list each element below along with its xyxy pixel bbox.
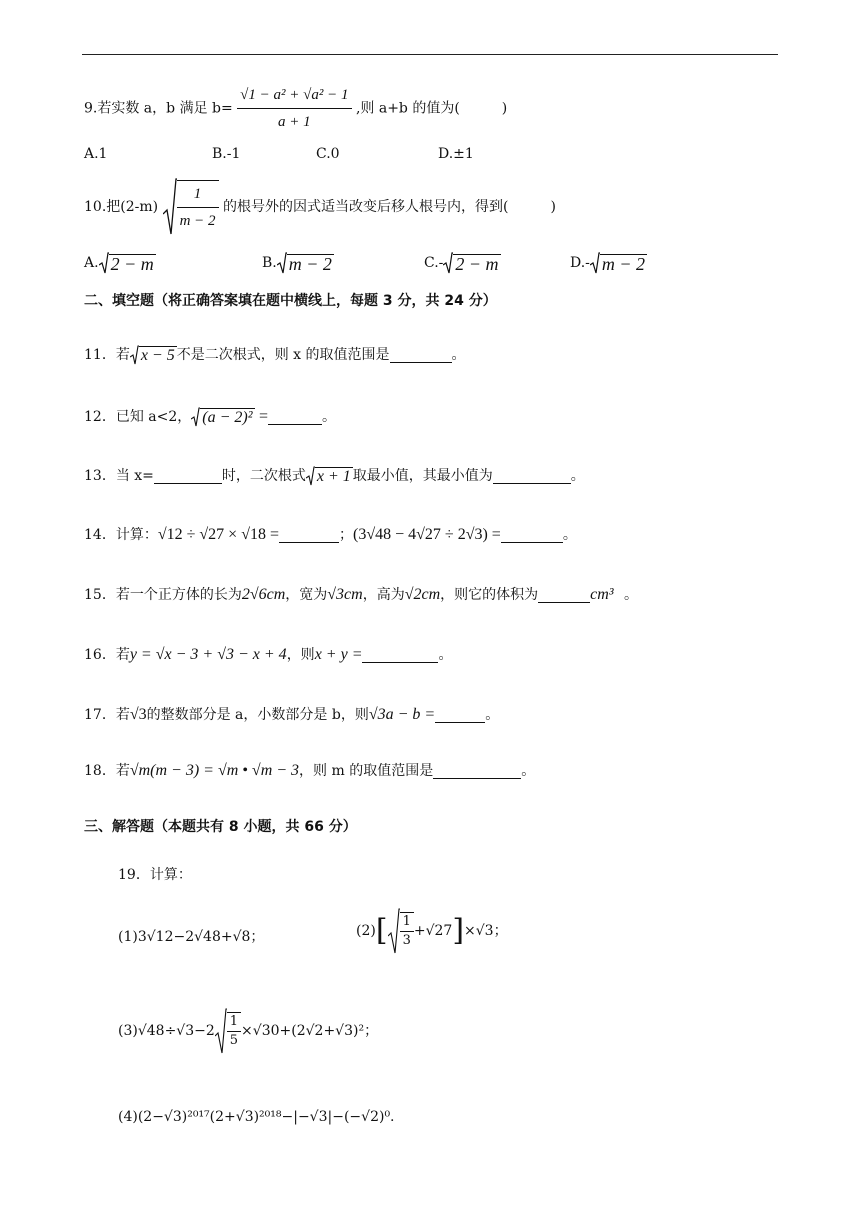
q15-end: 。 bbox=[624, 587, 639, 603]
q17-prefix: 17．若 bbox=[84, 707, 130, 723]
q9-option-d: D.±1 bbox=[438, 146, 474, 162]
q19-p2-mid: +√27 bbox=[413, 923, 453, 939]
q10-denominator: m − 2 bbox=[179, 213, 216, 229]
q16-prefix: 16．若 bbox=[84, 647, 130, 663]
question-16 bbox=[84, 644, 452, 666]
q11-prefix: 11．若 bbox=[84, 347, 130, 363]
question-18 bbox=[84, 760, 535, 782]
q10-option-d-label: D.- bbox=[570, 255, 590, 271]
q10-option-c-radical bbox=[443, 252, 500, 274]
q19-title: 19．计算： bbox=[118, 867, 192, 883]
q19-p2-right-bracket: ] bbox=[452, 913, 465, 948]
q10-option-b-label: B. bbox=[262, 255, 277, 271]
q9-prefix: 9.若实数 a，b 满足 b= bbox=[84, 100, 233, 117]
question-14 bbox=[84, 524, 577, 546]
q13-radical bbox=[306, 465, 353, 487]
q14-blank-2[interactable] bbox=[501, 528, 563, 543]
q12-end: 。 bbox=[321, 409, 336, 425]
radical-sign-icon bbox=[306, 466, 315, 486]
q9-option-a: A.1 bbox=[84, 146, 108, 162]
q15-text-2: ，高为 bbox=[362, 587, 405, 603]
q13-mid: 时，二次根式 bbox=[221, 468, 306, 484]
q10-option-b bbox=[262, 252, 334, 274]
q16-end: 。 bbox=[438, 647, 453, 663]
q11-radical bbox=[130, 344, 177, 366]
q10-option-c-radicand: 2 − m bbox=[455, 253, 499, 274]
q19-part-3 bbox=[118, 1008, 378, 1054]
q10-option-d-radical bbox=[590, 252, 647, 274]
q19-part-4: (4)(2−√3)²⁰¹⁷(2+√3)²⁰¹⁸−|−√3|−(−√2)⁰. bbox=[118, 1109, 395, 1125]
q15-prefix: 15．若一个正方体的长为 bbox=[84, 587, 242, 603]
q19-p3-radical bbox=[215, 1008, 241, 1054]
q10-option-b-radicand: m − 2 bbox=[288, 253, 332, 274]
q14-separator: ； bbox=[339, 527, 353, 543]
q13-x-blank[interactable] bbox=[154, 469, 222, 484]
q9-numerator: √1 − a² + √a² − 1 bbox=[237, 82, 351, 109]
radical-sign-icon bbox=[388, 908, 400, 954]
q10-prefix: 10.把(2-m) bbox=[84, 199, 159, 215]
q9-fraction bbox=[237, 82, 351, 135]
q9-suffix: ,则 a+b 的值为( ) bbox=[355, 100, 508, 117]
section-2-heading: 二、填空题（将正确答案填在题中横线上，每题 3 分，共 24 分） bbox=[84, 293, 497, 309]
q14-end: 。 bbox=[562, 527, 577, 543]
q17-radical: √3 bbox=[129, 706, 147, 723]
q11-suffix: 不是二次根式，则 x 的取值范围是 bbox=[176, 347, 390, 363]
radical-sign-icon bbox=[130, 345, 139, 365]
question-11 bbox=[84, 344, 466, 366]
q19-p2-label: (2) bbox=[356, 923, 376, 939]
q11-answer-blank[interactable] bbox=[390, 348, 452, 363]
radical-sign-icon bbox=[215, 1008, 227, 1054]
radical-sign-icon bbox=[99, 252, 109, 274]
q19-p3-numerator: 1 bbox=[227, 1013, 241, 1032]
q18-prefix: 18．若 bbox=[84, 763, 130, 779]
radical-sign-icon bbox=[443, 252, 453, 274]
q15-text-3: ，则它的体积为 bbox=[440, 587, 539, 603]
q10-option-c-label: C.- bbox=[424, 255, 444, 271]
q10-option-a bbox=[84, 252, 156, 274]
radical-sign-icon bbox=[163, 178, 177, 236]
section-3-heading: 三、解答题（本题共有 8 小题，共 66 分） bbox=[84, 819, 357, 835]
q18-text-1: ，则 m 的取值范围是 bbox=[299, 763, 434, 779]
q12-radicand: (a − 2)² bbox=[202, 408, 253, 426]
q18-expression: √m(m − 3) = √m • √m − 3 bbox=[129, 762, 300, 779]
q15-answer-blank[interactable] bbox=[538, 588, 590, 603]
q12-answer-blank[interactable] bbox=[268, 410, 322, 425]
q10-option-a-radical bbox=[99, 252, 156, 274]
q15-height: √2cm bbox=[404, 586, 441, 603]
q19-part-1: (1)3√12−2√48+√8； bbox=[118, 929, 265, 945]
q10-option-c bbox=[424, 252, 501, 274]
q19-p2-post: ×√3； bbox=[464, 923, 508, 939]
radical-sign-icon bbox=[277, 252, 287, 274]
q10-numerator: 1 bbox=[177, 181, 219, 208]
q10-radical bbox=[163, 178, 219, 236]
q14-expression-2: (3√48 − 4√27 ÷ 2√3) = bbox=[353, 526, 501, 543]
q13-radicand: x + 1 bbox=[316, 467, 351, 485]
q19-p3-pre: (3)√48÷√3−2 bbox=[118, 1023, 215, 1039]
q10-option-a-label: A. bbox=[84, 255, 99, 271]
q12-radical bbox=[191, 406, 254, 428]
q15-width: √3cm bbox=[327, 586, 363, 603]
q10-option-a-radicand: 2 − m bbox=[110, 253, 154, 274]
question-10 bbox=[84, 178, 556, 236]
radical-sign-icon bbox=[191, 407, 200, 427]
q13-end: 。 bbox=[570, 468, 585, 484]
question-17 bbox=[84, 704, 499, 726]
q9-denominator: a + 1 bbox=[278, 114, 311, 130]
q14-prefix: 14．计算： bbox=[84, 527, 158, 543]
q12-prefix: 12．已知 a<2， bbox=[84, 409, 192, 425]
q19-p3-post: ×√30+(2√2+√3)²； bbox=[241, 1023, 379, 1039]
radical-sign-icon bbox=[590, 252, 600, 274]
q9-option-b: B.-1 bbox=[212, 146, 241, 162]
q9-option-c: C.0 bbox=[316, 146, 340, 162]
q19-p2-numerator: 1 bbox=[400, 913, 414, 932]
header-rule bbox=[82, 54, 778, 55]
q17-answer-blank[interactable] bbox=[435, 708, 485, 723]
q15-unit: cm³ bbox=[590, 586, 614, 603]
q19-p3-denominator: 5 bbox=[229, 1033, 239, 1048]
q11-radicand: x − 5 bbox=[140, 346, 175, 364]
q19-p2-left-bracket: [ bbox=[375, 913, 388, 948]
q16-answer-blank[interactable] bbox=[362, 648, 438, 663]
q17-text-1: 的整数部分是 a，小数部分是 b，则 bbox=[146, 707, 369, 723]
q13-min-blank[interactable] bbox=[493, 469, 571, 484]
q13-prefix: 13．当 x= bbox=[84, 468, 154, 484]
q19-p2-radical bbox=[388, 908, 414, 954]
q19-part-2 bbox=[356, 908, 508, 954]
question-15 bbox=[84, 584, 638, 606]
question-9 bbox=[84, 82, 507, 135]
question-12 bbox=[84, 406, 336, 428]
q13-mid2: 取最小值，其最小值为 bbox=[352, 468, 493, 484]
q10-suffix: 的根号外的因式适当改变后移人根号内，得到( ) bbox=[222, 199, 556, 215]
q16-expression-2: x + y = bbox=[314, 646, 363, 663]
q18-answer-blank[interactable] bbox=[433, 764, 521, 779]
q16-expression: y = √x − 3 + √3 − x + 4 bbox=[129, 646, 287, 663]
q12-equals: = bbox=[258, 408, 268, 425]
q15-text-1: ，宽为 bbox=[285, 587, 328, 603]
q14-blank-1[interactable] bbox=[279, 528, 339, 543]
question-13 bbox=[84, 465, 585, 487]
q10-option-d-radicand: m − 2 bbox=[601, 253, 646, 274]
q14-expression-1: √12 ÷ √27 × √18 = bbox=[157, 526, 279, 543]
q17-end: 。 bbox=[485, 707, 500, 723]
q10-option-d bbox=[570, 252, 647, 274]
q16-text-1: ，则 bbox=[286, 647, 315, 663]
q15-length: 2√6cm bbox=[241, 586, 286, 603]
q18-end: 。 bbox=[521, 763, 536, 779]
q17-expression: √3a − b = bbox=[368, 706, 436, 723]
q19-p2-denominator: 3 bbox=[402, 933, 411, 948]
q10-option-b-radical bbox=[277, 252, 334, 274]
q11-end: 。 bbox=[451, 347, 466, 363]
